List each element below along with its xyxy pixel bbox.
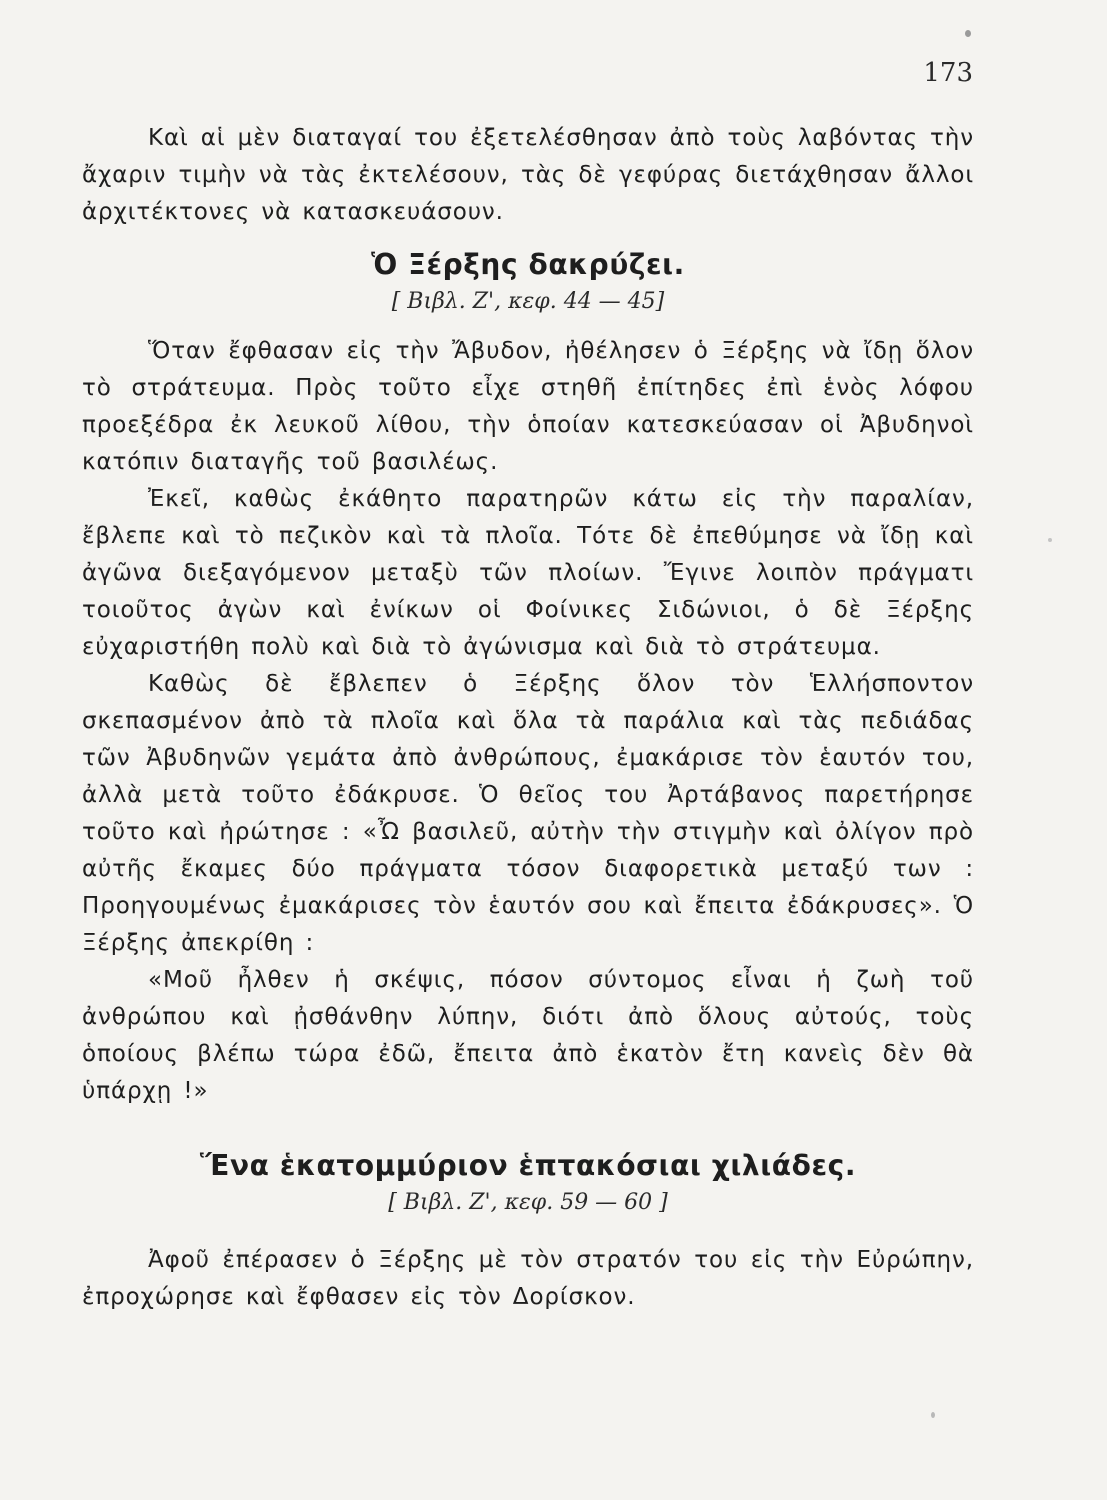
print-speck [1048, 538, 1052, 542]
section-reference-2: [ Βιβλ. Ζ', κεφ. 59 — 60 ] [388, 1190, 668, 1215]
paragraph-doriskos: Ἀφοῦ ἐπέρασεν ὁ Ξέρξης μὲ τὸν στρατόν του εἰς τὴν Εὐρώπην, ἐπροχώρησε καὶ ἔφθασεν εἰς τὸν Δορίσκον. [82, 1247, 974, 1310]
opening-paragraph: Καὶ αἱ μὲν διαταγαί του ἐξετελέσθησαν ἀπὸ τοὺς λαβόντας τὴν ἄχαριν τιμὴν νὰ τὰς ἐκτελέσουν, τὰς δὲ γεφύρας διετάχθησαν ἄλλοι ἀρχιτέκτονες νὰ κατασκευάσουν. [82, 125, 974, 225]
paragraph-xerxes-reply: «Μοῦ ἦλθεν ἡ σκέψις, πόσον σύντομος εἶναι ἡ ζωὴ τοῦ ἀνθρώπου καὶ ᾐσθάνθην λύπην, διότι ἀπὸ ὅλους αὐτούς, τοὺς ὁποίους βλέπω τώρα ἐδῶ, ἔπειτα ἀπὸ ἑκατὸν ἔτη κανεὶς δὲν θὰ ὑπάρχῃ !» [82, 967, 974, 1104]
page-number: 173 [923, 58, 973, 88]
print-speck [965, 30, 971, 37]
paragraph-ship-contest: Ἐκεῖ, καθὼς ἐκάθητο παρατηρῶν κάτω εἰς τὴν παραλίαν, ἔβλεπε καὶ τὸ πεζικὸν καὶ τὰ πλοῖα. Τότε δὲ ἐπεθύμησε νὰ ἴδῃ καὶ ἀγῶνα διεξαγόμενον μεταξὺ τῶν πλοίων. Ἔγινε λοιπὸν πράγματι τοιοῦτος ἀγὼν καὶ ἐνίκων οἱ Φοίνικες Σιδώνιοι, ὁ δὲ Ξέρξης εὐχαριστήθη πολὺ καὶ διὰ τὸ ἀγώνισμα καὶ διὰ τὸ στράτευμα. [82, 486, 974, 660]
text-column [82, 120, 974, 1316]
print-speck [931, 1412, 935, 1418]
paragraph-artabanus: Καθὼς δὲ ἔβλεπεν ὁ Ξέρξης ὅλον τὸν Ἑλλήσποντον σκεπασμένον ἀπὸ τὰ πλοῖα καὶ ὅλα τὰ παράλια καὶ τὰς πεδιάδας τῶν Ἀβυδηνῶν γεμάτα ἀπὸ ἀνθρώπους, ἐμακάρισε τὸν ἑαυτόν του, ἀλλὰ μετὰ τοῦτο ἐδάκρυσε. Ὁ θεῖος του Ἀρτάβανος παρετήρησε τοῦτο καὶ ἠρώτησε : «Ὦ βασιλεῦ, αὐτὴν τὴν στιγμὴν καὶ ὀλίγον πρὸ αὐτῆς ἔκαμες δύο πράγματα τόσον διαφορετικὰ μεταξύ των : Προηγουμένως ἐμακάρισες τὸν ἑαυτόν σου καὶ ἔπειτα ἐδάκρυσες». Ὁ Ξέρξης ἀπεκρίθη : [82, 671, 974, 956]
section-heading-xerxes-weeps: Ὁ Ξέρξης δακρύζει. [371, 248, 685, 281]
section-heading-army-count: Ἕνα ἑκατομμύριον ἑπτακόσιαι χιλιάδες. [199, 1149, 857, 1182]
paragraph-abydos: Ὅταν ἔφθασαν εἰς τὴν Ἄβυδον, ἠθέλησεν ὁ Ξέρξης νὰ ἴδῃ ὅλον τὸ στράτευμα. Πρὸς τοῦτο εἶχε στηθῆ ἐπίτηδες ἐπὶ ἑνὸς λόφου προεξέδρα ἐκ λευκοῦ λίθου, τὴν ὁποίαν κατεσκεύασαν οἱ Ἀβυδηνοὶ κατόπιν διαταγῆς τοῦ βασιλέως. [82, 338, 974, 475]
section-reference-1: [ Βιβλ. Ζ', κεφ. 44 — 45] [391, 289, 665, 314]
